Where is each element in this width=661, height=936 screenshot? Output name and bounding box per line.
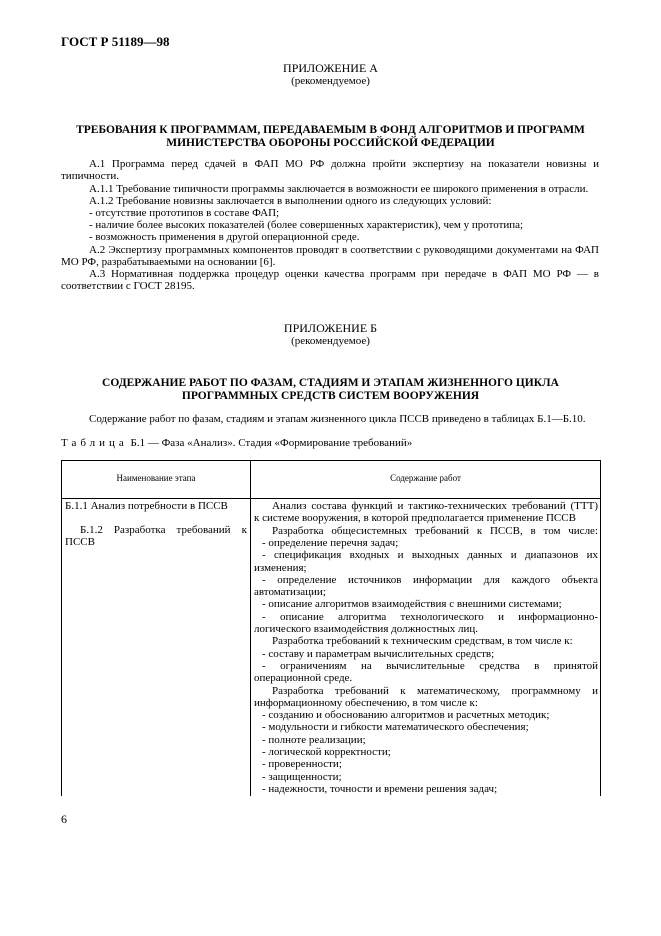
content-line: информационному обеспечению, в том числе к: — [254, 696, 478, 709]
column-divider — [250, 461, 251, 796]
stage-b1-2: Б.1.2 Разработка требований к — [80, 524, 247, 536]
appendix-b-heading-line2: ПРОГРАММНЫХ СРЕДСТВ СИСТЕМ ВООРУЖЕНИЯ — [181, 390, 480, 402]
content-line: к системе вооружения, в которой предполагается применение ПССВ — [254, 512, 576, 525]
list-item-a1: - отсутствие прототипов в составе ФАП; — [89, 207, 280, 219]
content-line: Разработка требований к техническим средствам, в том числе к: — [272, 635, 573, 648]
appendix-b-intro: Содержание работ по фазам, стадиям и этапам жизненного цикла ПССВ приведено в таблицах Б.1—Б.10. — [89, 413, 586, 425]
content-line: - надежности, точности и времени решения задач; — [262, 782, 498, 795]
appendix-b-title: ПРИЛОЖЕНИЕ Б — [283, 321, 378, 335]
column-header-stage: Наименование этапа — [116, 473, 196, 483]
paragraph-a1: А.1 Программа перед сдачей в ФАП МО РФ должна пройти экспертизу на показатели новизны и типичности. — [61, 158, 599, 183]
column-header-content: Содержание работ — [390, 473, 461, 483]
paragraph-a1-1: А.1.1 Требование типичности программы заключается в возможности ее широкого применения в отрасли. — [89, 183, 589, 195]
content-line: автоматизации; — [254, 586, 326, 599]
stage-b1-2-cont: ПССВ — [65, 536, 95, 548]
table-caption-text: Б.1 — Фаза «Анализ». Стадия «Формирование требований» — [130, 437, 413, 449]
content-line: - защищенности; — [262, 770, 342, 783]
content-line: Разработка требований к математическому, программному и — [272, 684, 598, 697]
content-line: - ограничениям на вычислительные средства в принятой — [262, 659, 598, 672]
appendix-b-heading-line1: СОДЕРЖАНИЕ РАБОТ ПО ФАЗАМ, СТАДИЯМ И ЭТАПАМ ЖИЗНЕННОГО ЦИКЛА — [102, 377, 559, 389]
content-line: операционной среде. — [254, 672, 353, 685]
list-item-a2: - наличие более высоких показателей (более совершенных характеристик), чем у прототипа; — [89, 219, 524, 231]
appendix-a-heading-line1: ТРЕБОВАНИЯ К ПРОГРАММАМ, ПЕРЕДАВАЕМЫМ В ФОНД АЛГОРИТМОВ И ПРОГРАММ — [76, 124, 585, 136]
content-line: Анализ состава функций и тактико-технических требований (ТТТ) — [272, 500, 598, 512]
list-item-a3: - возможность применения в другой операционной среде. — [89, 231, 360, 243]
paragraph-a1-2: А.1.2 Требование новизны заключается в выполнении одного из следующих условий: — [89, 195, 492, 207]
appendix-a-heading-line2: МИНИСТЕРСТВА ОБОРОНЫ РОССИЙСКОЙ ФЕДЕРАЦИИ — [166, 137, 495, 149]
content-line: - описание алгоритмов взаимодействия с внешними системами; — [262, 598, 562, 611]
stages-table — [61, 460, 601, 796]
content-line: - описание алгоритма технологического и информационно- — [262, 610, 598, 623]
content-line: Разработка общесистемных требований к ПССВ, в том числе: — [272, 524, 598, 537]
appendix-b-subtitle: (рекомендуемое) — [291, 335, 370, 347]
content-line: - созданию и обоснованию алгоритмов и расчетных методик; — [262, 709, 550, 722]
content-line: - полноте реализации; — [262, 733, 366, 746]
appendix-a-subtitle: (рекомендуемое) — [291, 75, 370, 87]
content-line: - модульности и гибкости математического обеспечения; — [262, 721, 529, 734]
content-line: изменения; — [254, 561, 307, 574]
stage-b1-1: Б.1.1 Анализ потребности в ПССВ — [65, 500, 228, 512]
standard-header: ГОСТ Р 51189—98 — [61, 34, 170, 49]
table-caption-word: Таблица — [61, 437, 128, 449]
table-caption — [61, 437, 412, 449]
content-line: - определение перечня задач; — [262, 536, 399, 549]
content-line: - определение источников информации для каждого объекта — [262, 573, 598, 586]
table-header-row — [62, 461, 600, 499]
appendix-a-title: ПРИЛОЖЕНИЕ А — [283, 61, 378, 75]
page-number: 6 — [61, 812, 67, 826]
content-line: - составу и параметрам вычислительных средств; — [262, 647, 495, 660]
paragraph-a3: А.3 Нормативная поддержка процедур оценки качества программ при передаче в ФАП МО РФ — в соответствии с ГОСТ 28195. — [61, 268, 599, 293]
content-line: - логической корректности; — [262, 746, 391, 758]
content-line: - проверенности; — [262, 758, 342, 771]
content-line: - спецификация входных и выходных данных и диапазонов их — [262, 549, 598, 562]
paragraph-a2: А.2 Экспертизу программных компонентов проводят в соответствии с руководящими документами на ФАП МО РФ, разрабатываемыми на основании [6]. — [61, 244, 599, 269]
content-line: логического взаимодействия должностных лиц. — [254, 623, 479, 635]
